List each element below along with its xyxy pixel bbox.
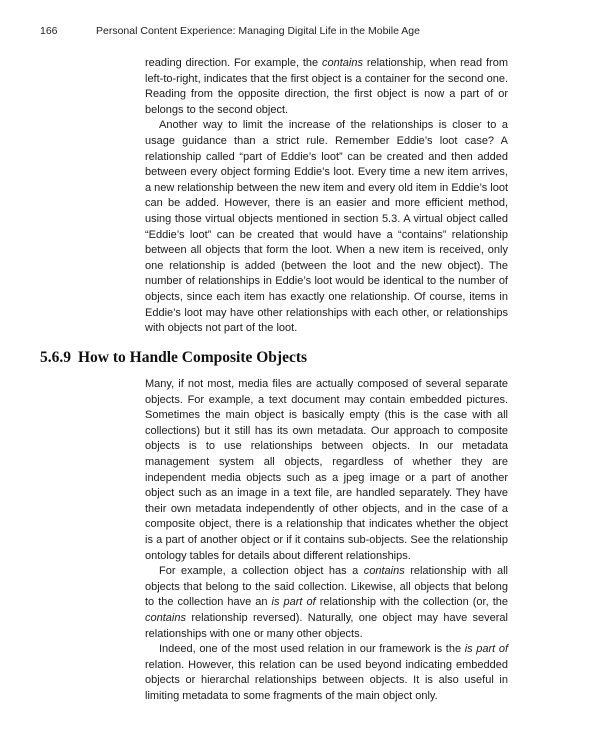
paragraph: [145, 564, 508, 642]
text-run: relationship with the collection (or, the: [315, 596, 508, 609]
text-run: Another way to limit the increase of the relationships is closer to a usage guidance than a strict rule. Remember Eddie’s loot case? A relationship called “part of Eddie’s loot” can be created and then added between every object forming Eddie’s loot. Every time a new item arrives, a new relationship between the new item and every old item in Eddie’s loot can be added. However, there is an easier and more efficient method, using those virtual objects mentioned in section 5.3. A virtual object called “Eddie’s loot” can be created that would have a “contains” relationship between all objects that form the loot. When a new item is received, only one relationship is added (between the loot and the new object). The number of relationships in Eddie’s loot would be identical to the number of objects, since each item has exactly one relationship. Of course, items in Eddie’s loot may have other relationships with each other, or relationships with objects not part of the loot.: [145, 119, 509, 335]
italic-term: is part of: [271, 596, 316, 609]
italic-term: contains: [145, 611, 186, 624]
paragraph: [145, 56, 508, 118]
text-run: relationship, when read from left-to-right, indicates that the first object is a container for the second one. Reading from the opposite direction, the first object is now a part of or belongs to the second object.: [145, 57, 508, 116]
body-text-bottom: [145, 377, 508, 704]
paragraph: [145, 377, 508, 564]
paragraph: [145, 642, 508, 704]
text-run: reading direction. For example, the: [145, 57, 322, 69]
running-header: [40, 25, 570, 37]
text-run: relation. However, this relation can be used beyond indicating embedded objects or hierarchal relationships between objects. It is also useful in limiting metadata to some fragments of the main object only.: [145, 658, 508, 702]
section-title: How to Handle Composite Objects: [78, 349, 308, 366]
text-run: relationship with all objects that belong to the said collection. Likewise, all objects that belong to the collection have an: [145, 565, 508, 609]
text-run: relationship reversed). Naturally, one object may have several relationships with one or many other objects.: [145, 611, 508, 640]
paragraph: [145, 118, 508, 336]
section-number: 5.6.9: [40, 349, 71, 366]
italic-term: contains: [322, 57, 363, 69]
section-heading: [40, 349, 307, 367]
italic-term: contains: [363, 565, 405, 578]
italic-term: is part of: [464, 643, 509, 656]
running-title: Personal Content Experience: Managing Digital Life in the Mobile Age: [96, 25, 420, 37]
text-run: Indeed, one of the most used relation in our framework is the: [159, 643, 465, 656]
page-number: 166: [40, 25, 58, 37]
body-text-top: [145, 56, 508, 337]
text-run: Many, if not most, media files are actually composed of several separate objects. For example, a text document may contain embedded pictures. Sometimes the main object is basically empty (this is the case with all collections) but it still has its own metadata. Our approach to composite objects is to use relationships between objects. In our metadata management system all objects, regardless of whether they are independent media objects such as a jpeg image or a part of another object such as an image in a text file, are handled separately. They have their own metadata independently of other objects, and in the case of a composite object, there is a relationship that indicates whether the object is a part of another object or if it contains sub-objects. See the relationship ontology tables for details about different relationships.: [145, 378, 508, 562]
text-run: For example, a collection object has a: [159, 565, 364, 578]
